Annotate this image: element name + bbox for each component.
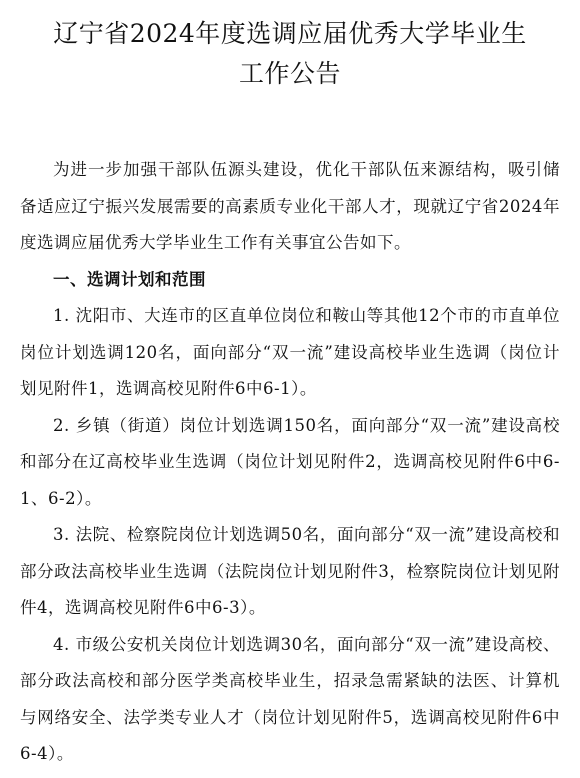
intro-paragraph: 为进一步加强干部队伍源头建设，优化干部队伍来源结构，吸引储备适应辽宁振兴发展需要的高素质专业化干部人才，现就辽宁省2024年度选调应届优秀大学毕业生工作有关事宜公告如下。: [20, 160, 560, 252]
title-spacing: [20, 94, 560, 152]
title-line-1: 辽宁省2024年度选调应届优秀大学毕业生: [53, 19, 527, 48]
title-line-2: 工作公告: [238, 59, 341, 88]
section-heading: 一、选调计划和范围: [53, 269, 206, 289]
document-title: [20, 14, 560, 94]
plan-item-4: 4. 市级公安机关岗位计划选调30名，面向部分“双一流”建设高校、部分政法高校和部分医学类高校毕业生，招录急需紧缺的法医、计算机与网络安全、法学类专业人才（岗位计划见附件5，选调高校见附件6中6-4）。: [20, 634, 560, 763]
plan-item-2: 2. 乡镇（街道）岗位计划选调150名，面向部分“双一流”建设高校和部分在辽高校毕业生选调（岗位计划见附件2，选调高校见附件6中6-1、6-2）。: [20, 415, 560, 508]
plan-item-1: 1. 沈阳市、大连市的区直单位岗位和鞍山等其他12个市的市直单位岗位计划选调120名，面向部分“双一流”建设高校毕业生选调（岗位计划见附件1，选调高校见附件6中6-1）。: [20, 306, 560, 398]
plan-item-3: 3. 法院、检察院岗位计划选调50名，面向部分“双一流”建设高校和部分政法高校毕业生选调（法院岗位计划见附件3，检察院岗位计划见附件4，选调高校见附件6中6-3）。: [20, 525, 560, 617]
